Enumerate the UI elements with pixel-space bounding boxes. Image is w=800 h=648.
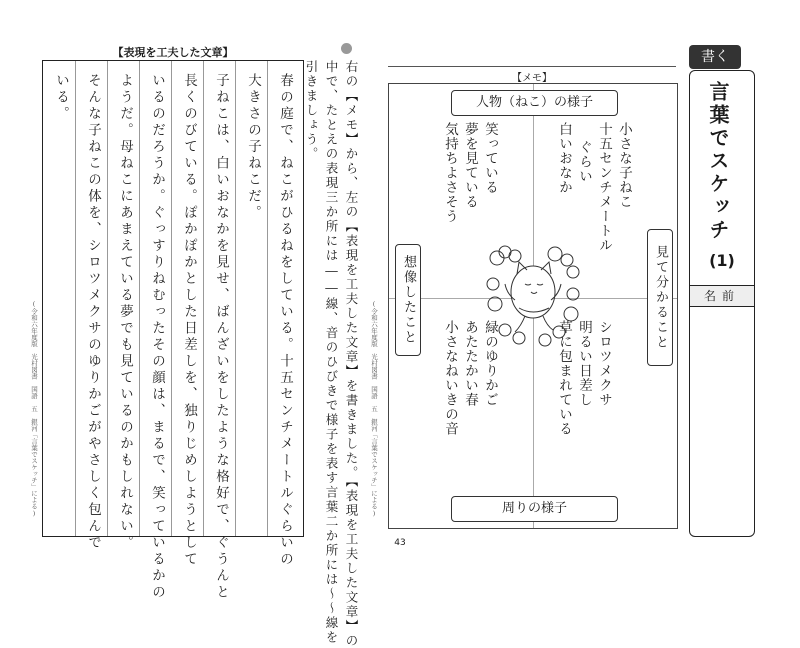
sleeping-kitten-illustration bbox=[485, 244, 583, 348]
page-number: 43 bbox=[394, 538, 406, 548]
memo-item: 明るい日差し bbox=[576, 320, 592, 407]
title-panel bbox=[689, 70, 755, 537]
memo-box bbox=[388, 83, 678, 529]
memo-heading: 【メモ】 bbox=[388, 66, 676, 84]
label-seen: 見て分かること bbox=[647, 229, 673, 366]
instruction-bullet bbox=[341, 43, 352, 54]
memo-item: ぐらい bbox=[576, 140, 592, 184]
story-line: 子ねこは、白いおなかを見せ、ばんざいをしたような格好で、ぐうんと bbox=[213, 73, 229, 601]
story-line: そんな子ねこの体を、シロツメクサのゆりかごがやさしく包んで bbox=[85, 73, 101, 552]
instruction-line: 中で、たとえの表現三か所には――線、音のひびきで様子を表す言葉二か所には～～線を bbox=[324, 60, 339, 645]
section-badge: 書く bbox=[689, 45, 741, 69]
label-imagined: 想像したこと bbox=[395, 244, 421, 356]
story-line: ようだ。母ねこにあまえている夢でも見ているのかもしれない。 bbox=[117, 73, 133, 552]
story-line: いる。 bbox=[53, 73, 69, 123]
label-surroundings: 周りの様子 bbox=[451, 496, 618, 522]
memo-item: 夢を見ている bbox=[462, 122, 478, 209]
story-box bbox=[42, 60, 304, 601]
story-line: 春の庭で、ねこがひるねをしている。十五センチメートルぐらいの bbox=[277, 73, 293, 568]
label-person: 人物（ねこ）の様子 bbox=[451, 90, 618, 116]
memo-item: 笑っている bbox=[482, 122, 498, 195]
memo-item: 白いおなか bbox=[556, 122, 572, 195]
memo-item: 小さなねいきの音 bbox=[442, 320, 458, 436]
name-field[interactable] bbox=[692, 307, 752, 534]
memo-item: 小さな子ねこ bbox=[616, 122, 632, 209]
memo-item: シロツメクサ bbox=[596, 320, 612, 407]
memo-item: 緑のゆりかご bbox=[482, 320, 498, 407]
story-line: 大きさの子ねこだ。 bbox=[245, 73, 261, 222]
name-label: 名前 bbox=[690, 285, 754, 307]
memo-item: 草に包まれている bbox=[556, 320, 572, 436]
story-line: 長くのびている。ぽかぽかとした日差しを、独りじめしようとして bbox=[181, 73, 197, 568]
story-credit: (令和六年度版 光村図書 国語 五 銀河「言葉でスケッチ」による) bbox=[30, 300, 38, 518]
story-heading: 【表現を工夫した文章】 bbox=[112, 46, 234, 59]
memo-item: あたたかい春 bbox=[462, 320, 478, 407]
instruction-line: 引きましょう。 bbox=[304, 60, 319, 162]
memo-item: 気持ちよさそう bbox=[442, 122, 458, 224]
worksheet-number: (1) bbox=[709, 251, 735, 270]
worksheet-title: 言葉でスケッチ bbox=[706, 81, 730, 242]
instruction-credit: (令和六年度版 光村図書 国語 五 銀河「言葉でスケッチ」による) bbox=[370, 300, 378, 518]
memo-item: 十五センチメートル bbox=[596, 122, 612, 253]
story-line: いるのだろうか。ぐっすりねむったその顔は、まるで、笑っているかの bbox=[149, 73, 165, 601]
instruction-line: 右の【メモ】から、左の【表現を工夫した文章】を書きました。【表現を工夫した文章】の bbox=[344, 60, 359, 648]
